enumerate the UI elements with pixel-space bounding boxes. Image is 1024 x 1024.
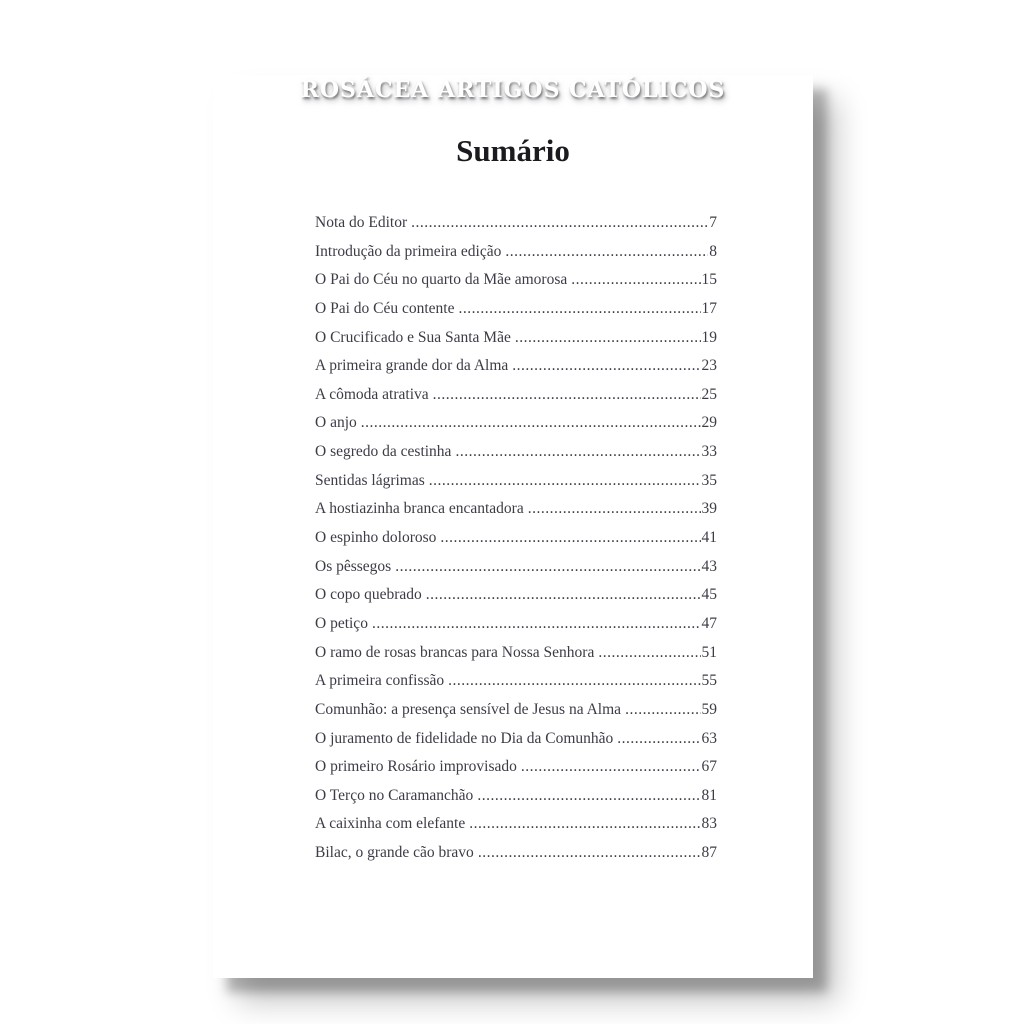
toc-entry-page: 47 xyxy=(701,614,717,632)
toc-entry xyxy=(315,730,717,759)
toc-entry-title: O copo quebrado xyxy=(315,586,422,604)
toc-entry xyxy=(315,815,717,844)
toc-entry-title: O ramo de rosas brancas para Nossa Senhora xyxy=(315,643,595,661)
toc-entry-title: O Crucificado e Sua Santa Mãe xyxy=(315,328,511,346)
table-of-contents xyxy=(315,214,717,873)
dot-leader xyxy=(455,443,700,461)
toc-entry xyxy=(315,472,717,501)
toc-entry-title: Os pêssegos xyxy=(315,557,392,575)
toc-entry xyxy=(315,644,717,673)
toc-entry xyxy=(315,443,717,472)
store-watermark: ROSÁCEA ARTIGOS CATÓLICOS xyxy=(300,77,726,103)
toc-entry xyxy=(315,414,717,443)
toc-entry xyxy=(315,844,717,873)
toc-entry-page: 43 xyxy=(701,557,717,575)
toc-entry-title: Sentidas lágrimas xyxy=(315,471,425,489)
dot-leader xyxy=(617,730,700,748)
toc-entry xyxy=(315,357,717,386)
toc-entry xyxy=(315,787,717,816)
toc-entry-page: 45 xyxy=(701,586,717,604)
dot-leader xyxy=(505,243,708,261)
toc-entry-page: 19 xyxy=(701,328,717,346)
toc-entry-title: O espinho doloroso xyxy=(315,529,437,547)
dot-leader xyxy=(571,271,700,289)
dot-leader xyxy=(512,357,700,375)
dot-leader xyxy=(411,214,708,232)
toc-entry-title: O Terço no Caramanchão xyxy=(315,786,474,804)
toc-entry-title: O juramento de fidelidade no Dia da Comunhão xyxy=(315,729,614,747)
toc-entry-title: O Pai do Céu contente xyxy=(315,299,455,317)
toc-entry xyxy=(315,615,717,644)
toc-entry xyxy=(315,672,717,701)
dot-leader xyxy=(458,300,700,318)
dot-leader xyxy=(448,672,700,690)
toc-entry-page: 8 xyxy=(709,242,717,260)
dot-leader xyxy=(625,701,700,719)
toc-entry-page: 23 xyxy=(701,357,717,375)
toc-entry-title: Nota do Editor xyxy=(315,214,408,231)
toc-entry-page: 51 xyxy=(701,643,717,661)
toc-entry-title: A primeira confissão xyxy=(315,672,445,690)
dot-leader xyxy=(429,472,701,490)
toc-entry xyxy=(315,300,717,329)
toc-entry-page: 87 xyxy=(701,844,717,862)
toc-entry-title: A primeira grande dor da Alma xyxy=(315,357,509,375)
toc-entry-title: A cômoda atrativa xyxy=(315,385,429,403)
toc-entry xyxy=(315,271,717,300)
dot-leader xyxy=(477,787,700,805)
toc-entry xyxy=(315,758,717,787)
toc-entry-page: 35 xyxy=(701,471,717,489)
dot-leader xyxy=(426,586,701,604)
toc-entry xyxy=(315,329,717,358)
dot-leader xyxy=(515,329,701,347)
dot-leader xyxy=(372,615,701,633)
toc-entry xyxy=(315,214,717,243)
toc-entry xyxy=(315,386,717,415)
toc-entry xyxy=(315,558,717,587)
book-page xyxy=(213,75,813,978)
toc-entry-title: Comunhão: a presença sensível de Jesus na Alma xyxy=(315,700,622,718)
dot-leader xyxy=(598,644,700,662)
toc-entry-page: 17 xyxy=(701,299,717,317)
dot-leader xyxy=(478,844,701,862)
toc-entry-page: 25 xyxy=(701,385,717,403)
page-title: Sumário xyxy=(456,133,570,168)
toc-entry xyxy=(315,500,717,529)
toc-entry-page: 81 xyxy=(701,786,717,804)
dot-leader xyxy=(528,500,701,518)
toc-entry xyxy=(315,243,717,272)
toc-entry-page: 67 xyxy=(701,758,717,776)
toc-entry-page: 41 xyxy=(701,529,717,547)
dot-leader xyxy=(521,758,701,776)
toc-entry-page: 29 xyxy=(701,414,717,432)
toc-entry-title: O primeiro Rosário improvisado xyxy=(315,758,517,776)
toc-entry-page: 7 xyxy=(709,214,717,231)
dot-leader xyxy=(361,414,701,432)
dot-leader xyxy=(395,558,700,576)
toc-entry-title: Bilac, o grande cão bravo xyxy=(315,844,474,862)
toc-entry-page: 39 xyxy=(701,500,717,518)
toc-entry-page: 55 xyxy=(701,672,717,690)
dot-leader xyxy=(440,529,700,547)
toc-entry xyxy=(315,586,717,615)
toc-entry-page: 63 xyxy=(701,729,717,747)
toc-entry-title: O segredo da cestinha xyxy=(315,443,452,461)
toc-entry-title: O petiço xyxy=(315,614,368,632)
dot-leader xyxy=(469,815,700,833)
toc-entry-page: 33 xyxy=(701,443,717,461)
dot-leader xyxy=(433,386,701,404)
toc-entry xyxy=(315,701,717,730)
toc-entry-title: O anjo xyxy=(315,414,357,432)
toc-entry-title: A hostiazinha branca encantadora xyxy=(315,500,524,518)
toc-entry-title: O Pai do Céu no quarto da Mãe amorosa xyxy=(315,271,568,289)
toc-entry-page: 15 xyxy=(701,271,717,289)
toc-entry xyxy=(315,529,717,558)
toc-entry-title: Introdução da primeira edição xyxy=(315,242,502,260)
toc-entry-title: A caixinha com elefante xyxy=(315,815,466,833)
toc-entry-page: 59 xyxy=(701,700,717,718)
toc-entry-page: 83 xyxy=(701,815,717,833)
